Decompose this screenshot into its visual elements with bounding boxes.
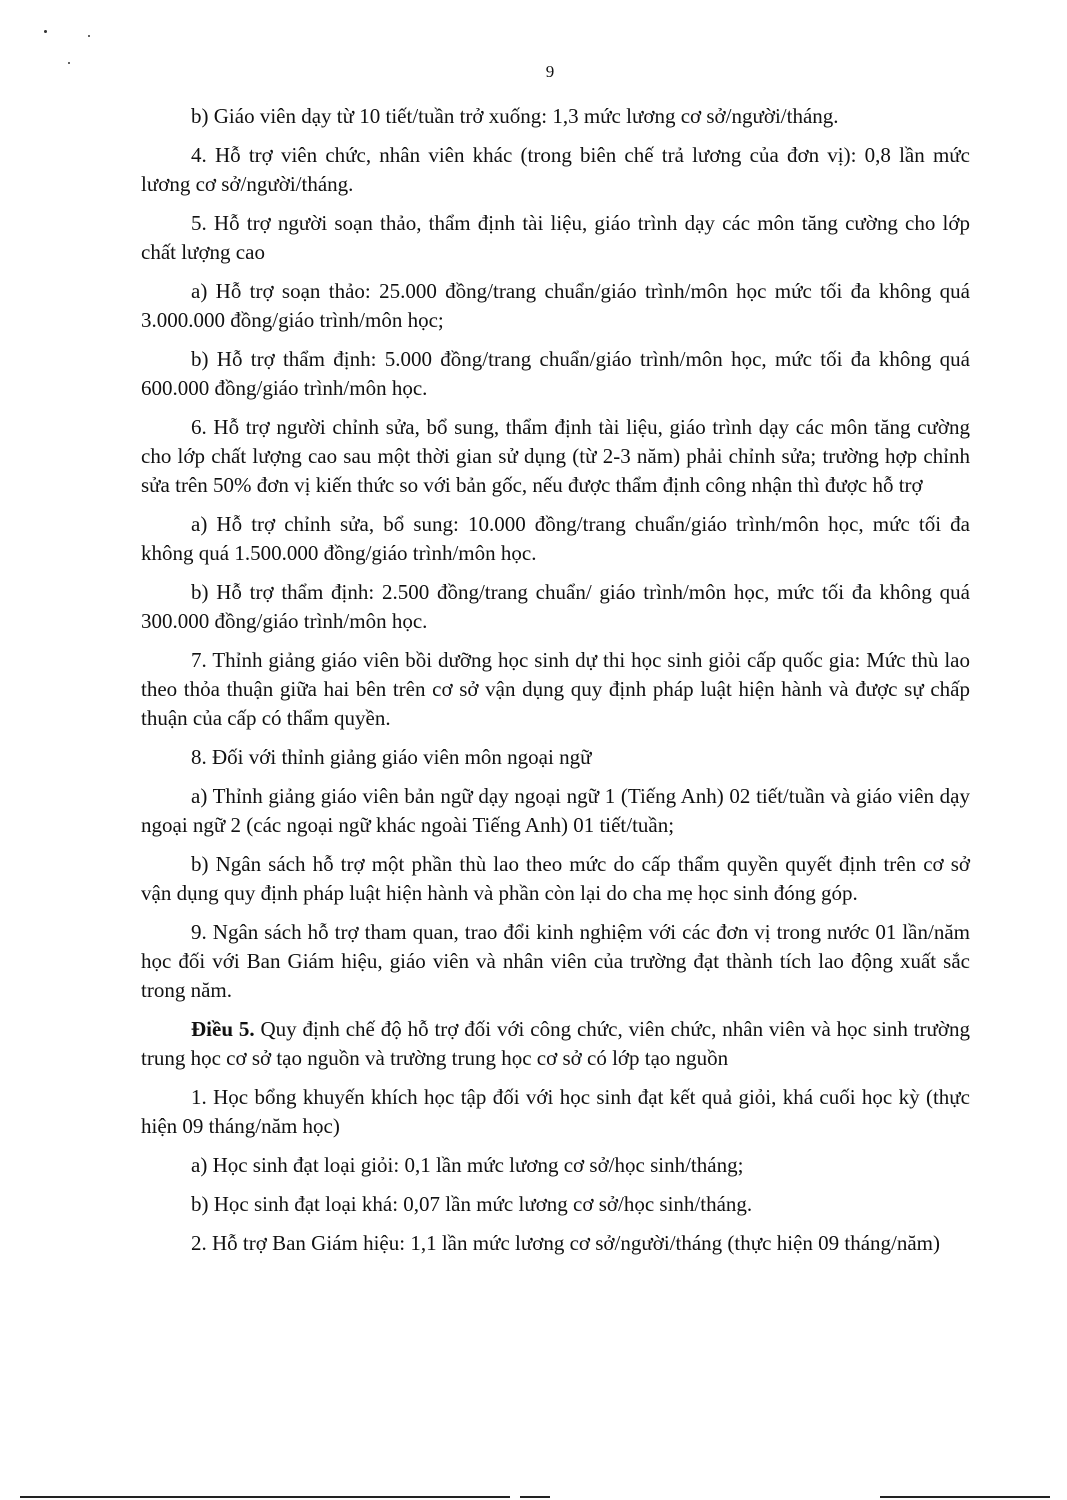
paragraph: a) Thỉnh giảng giáo viên bản ngữ dạy ngoại ngữ 1 (Tiếng Anh) 02 tiết/tuần và giáo viên dạy ngoại ngữ 2 (các ngoại ngữ khác ngoài Tiếng Anh) 01 tiết/tuần; — [141, 784, 970, 837]
paragraph: a) Hỗ trợ chỉnh sửa, bổ sung: 10.000 đồng/trang chuẩn/giáo trình/môn học, mức tối đa không quá 1.500.000 đồng/giáo trình/môn học. — [141, 512, 970, 565]
paragraph: b) Học sinh đạt loại khá: 0,07 lần mức lương cơ sở/học sinh/tháng. — [191, 1192, 753, 1216]
paragraph: 1. Học bổng khuyến khích học tập đối với học sinh đạt kết quả giỏi, khá cuối học kỳ (thực hiện 09 tháng/năm học) — [141, 1085, 970, 1138]
document-body — [141, 102, 970, 1268]
paragraph: 9. Ngân sách hỗ trợ tham quan, trao đổi kinh nghiệm với các đơn vị trong nước 01 lần/năm học đối với Ban Giám hiệu, giáo viên và nhân viên của trường đạt thành tích lao động xuất sắc trong năm. — [141, 920, 970, 1002]
paragraph: b) Ngân sách hỗ trợ một phần thù lao theo mức do cấp thẩm quyền quyết định trên cơ sở vận dụng quy định pháp luật hiện hành và phần còn lại do cha mẹ học sinh đóng góp. — [141, 852, 970, 905]
scan-speck — [88, 35, 90, 37]
bottom-edge-line — [20, 1496, 510, 1498]
paragraph: a) Hỗ trợ soạn thảo: 25.000 đồng/trang chuẩn/giáo trình/môn học mức tối đa không quá 3.000.000 đồng/giáo trình/môn học; — [141, 279, 970, 332]
scan-speck — [44, 30, 47, 33]
paragraph: 5. Hỗ trợ người soạn thảo, thẩm định tài liệu, giáo trình dạy các môn tăng cường cho lớp chất lượng cao — [141, 211, 970, 264]
paragraph: 4. Hỗ trợ viên chức, nhân viên khác (trong biên chế trả lương của đơn vị): 0,8 lần mức lương cơ sở/người/tháng. — [141, 143, 970, 196]
article-5-paragraph — [141, 1015, 970, 1073]
paragraph: b) Hỗ trợ thẩm định: 2.500 đồng/trang chuẩn/ giáo trình/môn học, mức tối đa không quá 300.000 đồng/giáo trình/môn học. — [141, 580, 970, 633]
paragraph: b) Giáo viên dạy từ 10 tiết/tuần trở xuống: 1,3 mức lương cơ sở/người/tháng. — [191, 104, 839, 128]
paragraph: 6. Hỗ trợ người chỉnh sửa, bổ sung, thẩm định tài liệu, giáo trình dạy các môn tăng cường cho lớp chất lượng cao sau một thời gian sử dụng (từ 2-3 năm) phải chỉnh sửa; trường hợp chỉnh sửa trên 50% đơn vị kiến thức so với bản gốc, nếu được thẩm định công nhận thì được hỗ trợ — [141, 415, 970, 497]
paragraph: a) Học sinh đạt loại giỏi: 0,1 lần mức lương cơ sở/học sinh/tháng; — [191, 1153, 744, 1177]
paragraph: 2. Hỗ trợ Ban Giám hiệu: 1,1 lần mức lương cơ sở/người/tháng (thực hiện 09 tháng/năm) — [191, 1231, 941, 1255]
article-heading: Điều 5. — [191, 1017, 255, 1041]
page-number: 9 — [545, 62, 555, 81]
article-text: Quy định chế độ hỗ trợ đối với công chức, viên chức, nhân viên và học sinh trường trung học cơ sở tạo nguồn và trường trung học cơ sở có lớp tạo nguồn — [141, 1017, 971, 1070]
bottom-edge-line — [880, 1496, 1050, 1498]
paragraph: 7. Thỉnh giảng giáo viên bồi dưỡng học sinh dự thi học sinh giỏi cấp quốc gia: Mức thù lao theo thỏa thuận giữa hai bên trên cơ sở vận dụng quy định pháp luật hiện hành và được sự chấp thuận của cấp có thẩm quyền. — [141, 648, 970, 730]
bottom-edge-line — [520, 1496, 550, 1498]
paragraph: 8. Đối với thỉnh giảng giáo viên môn ngoại ngữ — [191, 745, 592, 769]
paragraph: b) Hỗ trợ thẩm định: 5.000 đồng/trang chuẩn/giáo trình/môn học, mức tối đa không quá 600.000 đồng/giáo trình/môn học. — [141, 347, 970, 400]
